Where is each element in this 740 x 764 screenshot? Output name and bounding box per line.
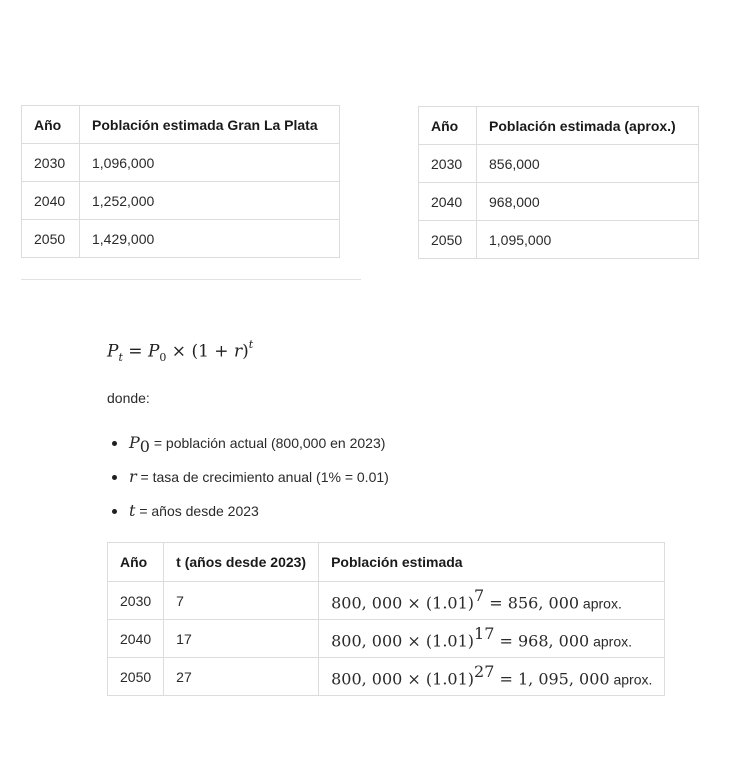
variable-list xyxy=(107,432,389,534)
table-header-row xyxy=(419,107,699,145)
table-row xyxy=(108,620,665,658)
calc-suffix: aprox. xyxy=(589,633,633,650)
calc-base: 800, 000 × (1.01) xyxy=(331,669,475,689)
cell-population: 1,252,000 xyxy=(80,182,340,220)
formula-close: ) xyxy=(242,341,249,362)
formula-lhs-sub: t xyxy=(118,351,123,365)
header-t: t (años desde 2023) xyxy=(164,543,319,582)
var-description: = población actual (800,000 en 2023) xyxy=(149,435,386,451)
header-poblacion: Población estimada xyxy=(319,543,665,582)
table-row xyxy=(419,145,699,183)
table-calculo-poblacion xyxy=(107,542,665,696)
cell-population: 968,000 xyxy=(477,183,699,221)
cell-t: 7 xyxy=(164,582,319,620)
formula-times: × (1 + xyxy=(166,341,234,362)
list-item xyxy=(107,432,389,466)
table-row xyxy=(419,183,699,221)
calc-suffix: aprox. xyxy=(579,595,622,612)
header-poblacion: Población estimada (aprox.) xyxy=(477,107,699,145)
calc-base: 800, 000 × (1.01) xyxy=(331,593,475,613)
donde-label: donde: xyxy=(107,390,150,406)
formula-exp: t xyxy=(248,338,254,351)
calc-exp: 27 xyxy=(474,662,495,682)
var-symbol: r xyxy=(129,467,137,486)
cell-year: 2050 xyxy=(419,221,477,259)
calc-result: = 968, 000 xyxy=(494,631,590,651)
growth-formula xyxy=(107,340,253,364)
cell-year: 2040 xyxy=(22,182,80,220)
calc-base: 800, 000 × (1.01) xyxy=(331,631,475,651)
header-ano: Año xyxy=(108,543,164,582)
formula-p0: P xyxy=(147,341,160,362)
calc-exp: 7 xyxy=(474,586,485,606)
cell-year: 2030 xyxy=(419,145,477,183)
horizontal-divider xyxy=(21,279,361,280)
header-ano: Año xyxy=(22,106,80,144)
cell-year: 2040 xyxy=(108,620,164,658)
cell-calculation xyxy=(319,582,665,620)
cell-calculation xyxy=(319,658,665,696)
table-row xyxy=(22,220,340,258)
list-item xyxy=(107,466,389,500)
formula-r: r xyxy=(233,341,243,362)
formula-p0-sub: 0 xyxy=(159,351,167,365)
cell-population: 1,096,000 xyxy=(80,144,340,182)
var-description: = tasa de crecimiento anual (1% = 0.01) xyxy=(136,469,389,485)
cell-population: 856,000 xyxy=(477,145,699,183)
calc-suffix: aprox. xyxy=(609,671,653,688)
var-symbol: P xyxy=(129,433,140,452)
table-poblacion-gran-la-plata xyxy=(21,105,340,258)
cell-year: 2030 xyxy=(108,582,164,620)
cell-population: 1,429,000 xyxy=(80,220,340,258)
list-item xyxy=(107,500,389,534)
calc-result: = 856, 000 xyxy=(484,593,580,613)
table-row xyxy=(22,144,340,182)
table-header-row xyxy=(108,543,665,582)
var-description: = años desde 2023 xyxy=(135,503,259,519)
table-header-row xyxy=(22,106,340,144)
cell-t: 27 xyxy=(164,658,319,696)
table-row xyxy=(22,182,340,220)
formula-lhs: P xyxy=(107,341,119,362)
cell-t: 17 xyxy=(164,620,319,658)
cell-population: 1,095,000 xyxy=(477,221,699,259)
table-poblacion-aprox xyxy=(418,106,699,259)
cell-year: 2050 xyxy=(108,658,164,696)
var-symbol: t xyxy=(129,501,136,520)
header-poblacion: Población estimada Gran La Plata xyxy=(80,106,340,144)
calc-result: = 1, 095, 000 xyxy=(494,669,610,689)
table-row xyxy=(108,582,665,620)
cell-calculation xyxy=(319,620,665,658)
calc-exp: 17 xyxy=(474,624,495,644)
cell-year: 2050 xyxy=(22,220,80,258)
var-sub: 0 xyxy=(139,436,150,456)
cell-year: 2030 xyxy=(22,144,80,182)
table-row xyxy=(108,658,665,696)
header-ano: Año xyxy=(419,107,477,145)
table-row xyxy=(419,221,699,259)
formula-equals: = xyxy=(122,341,148,362)
cell-year: 2040 xyxy=(419,183,477,221)
